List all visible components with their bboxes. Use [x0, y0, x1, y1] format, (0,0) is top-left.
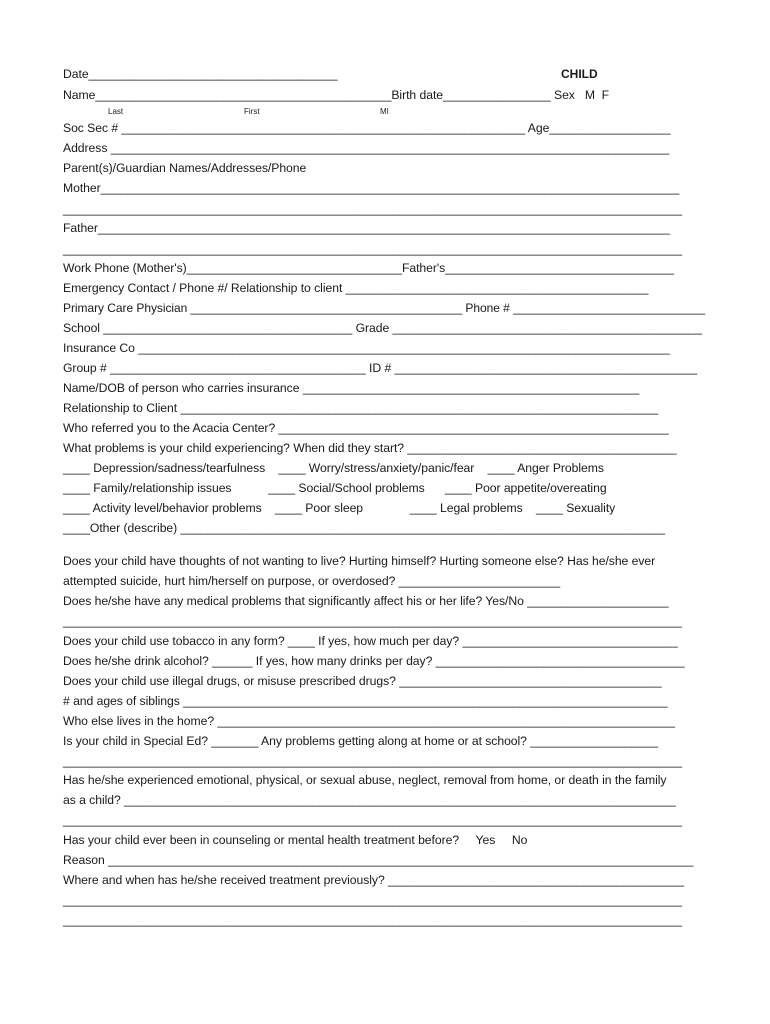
name-sublabel-last: Last: [108, 107, 124, 116]
form-line: as a child? __________________________________________________________________________________: [63, 793, 676, 807]
form-line: ____________________________________________________________________________________________: [63, 913, 682, 927]
form-line: Who else lives in the home? ____________________________________________________________________: [63, 714, 675, 728]
form-line: Primary Care Physician _________________________________________ Phone # _____________________________: [63, 301, 706, 315]
form-line: Is your child in Special Ed? _______ Any problems getting along at home or at school? ___________________: [63, 734, 659, 748]
form-line: ____________________________________________________________________________________________: [63, 893, 682, 907]
form-line: Work Phone (Mother's)________________________________Father's__________________________________: [63, 261, 674, 275]
form-line: ____________________________________________________________________________________________: [63, 202, 682, 216]
form-line: Has he/she experienced emotional, physical, or sexual abuse, neglect, removal from home, or death in the family: [63, 773, 667, 787]
form-line: Name/DOB of person who carries insurance __________________________________________________: [63, 381, 640, 395]
form-line: Group # ______________________________________ ID # _____________________________________________: [63, 361, 698, 375]
form-line: Has your child ever been in counseling or mental health treatment before? Yes No: [63, 833, 528, 847]
form-line: Parent(s)/Guardian Names/Addresses/Phone: [63, 161, 307, 175]
form-line: ____________________________________________________________________________________________: [63, 614, 682, 628]
form-line: Where and when has he/she received treatment previously? ____________________________________________: [63, 873, 685, 887]
form-line: Does he/she have any medical problems that significantly affect his or her life? Yes/No _____________________: [63, 594, 669, 608]
form-line: Relationship to Client _______________________________________________________________________: [63, 401, 659, 415]
name-sublabel-first: First: [244, 107, 260, 116]
form-line: ____ Activity level/behavior problems ____ Poor sleep ____ Legal problems ____ Sexuality: [63, 501, 616, 515]
form-line: attempted suicide, hurt him/herself on purpose, or overdosed? ________________________: [63, 574, 561, 588]
form-line: ____Other (describe) ________________________________________________________________________: [63, 521, 665, 535]
form-line: # and ages of siblings ________________________________________________________________________: [63, 694, 668, 708]
form-line: Father_____________________________________________________________________________________: [63, 221, 670, 235]
form-line: School _____________________________________ Grade ______________________________________________: [63, 321, 703, 335]
form-line: Name____________________________________________Birth date________________ Sex M F: [63, 88, 610, 102]
form-line: Mother______________________________________________________________________________________: [63, 181, 680, 195]
form-line: Emergency Contact / Phone #/ Relationship to client _____________________________________________: [63, 281, 649, 295]
form-line: ____ Family/relationship issues ____ Social/School problems ____ Poor appetite/overeating: [63, 481, 607, 495]
form-line: Does your child have thoughts of not wanting to live? Hurting himself? Hurting someone else? Has he/she ever: [63, 554, 656, 568]
form-line: Address ___________________________________________________________________________________: [63, 141, 670, 155]
child-label: CHILD: [561, 67, 598, 81]
form-line: ____________________________________________________________________________________________: [63, 813, 682, 827]
form-line: ____ Depression/sadness/tearfulness ____ Worry/stress/anxiety/panic/fear ____ Anger Problems: [63, 461, 604, 475]
name-sublabel-mi: MI: [380, 107, 389, 116]
form-line: What problems is your child experiencing? When did they start? ________________________________________: [63, 441, 677, 455]
form-line: Does your child use tobacco in any form? ____ If yes, how much per day? ________________________________: [63, 634, 678, 648]
form-line: Who referred you to the Acacia Center? __________________________________________________________: [63, 421, 669, 435]
form-line: Does your child use illegal drugs, or misuse prescribed drugs? _______________________________________: [63, 674, 662, 688]
form-line: Date_____________________________________: [63, 67, 338, 81]
form-line: Reason _______________________________________________________________________________________: [63, 853, 694, 867]
form-line: Insurance Co _______________________________________________________________________________: [63, 341, 670, 355]
form-line: Does he/she drink alcohol? ______ If yes, how many drinks per day? _____________________________________: [63, 654, 685, 668]
form-line: ____________________________________________________________________________________________: [63, 754, 682, 768]
form-line: ____________________________________________________________________________________________: [63, 242, 682, 256]
form-line: Soc Sec # ____________________________________________________________ Age__________________: [63, 121, 671, 135]
